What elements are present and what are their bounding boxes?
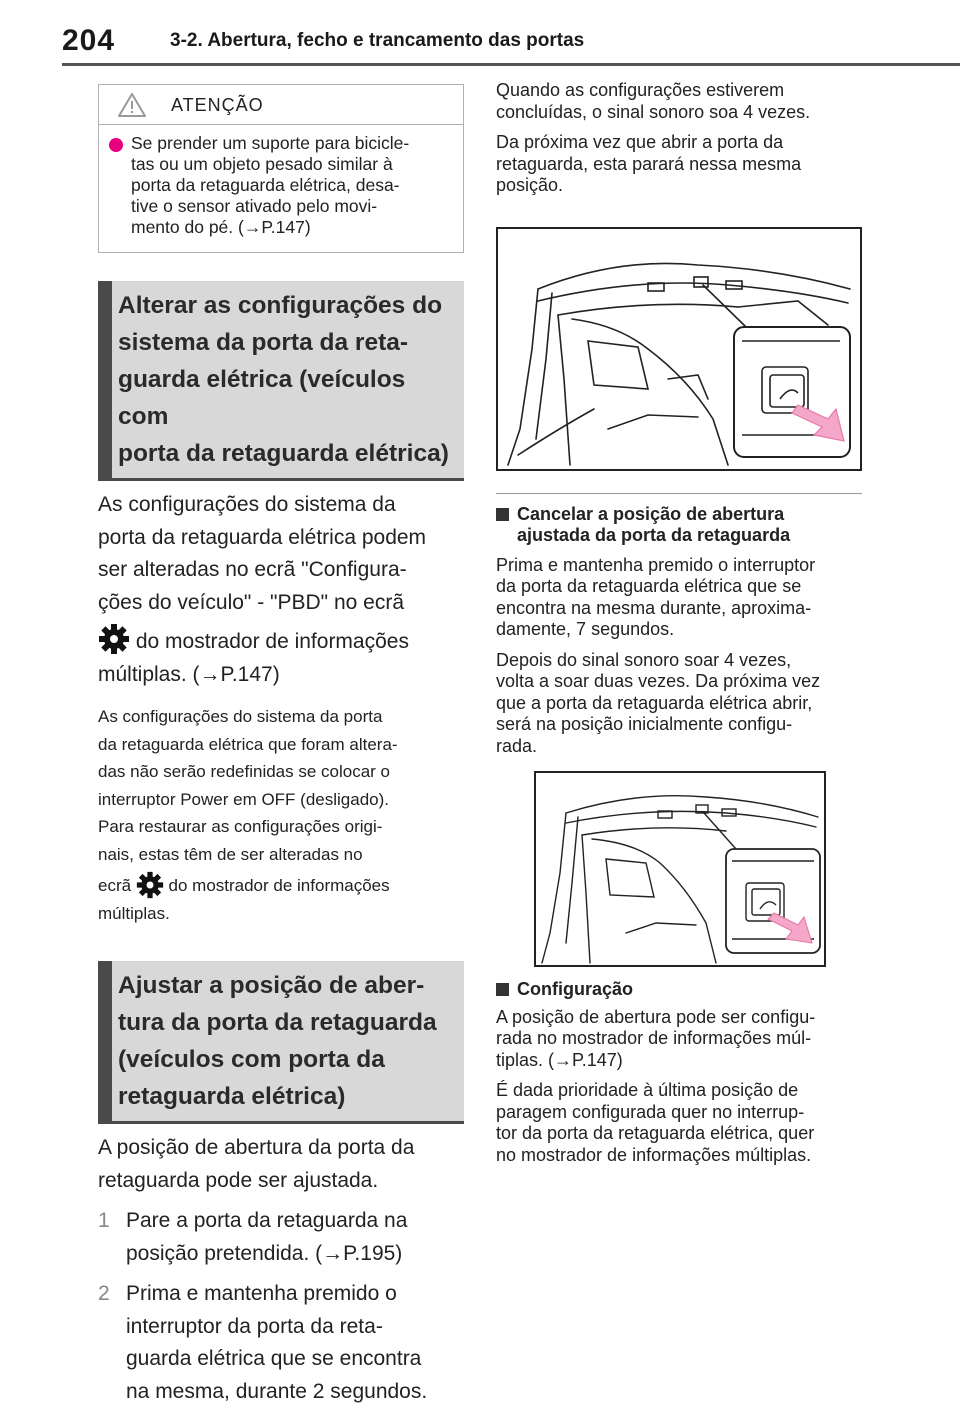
cancel-subheading: Cancelar a posição de abertura ajustada da porta da retaguarda — [496, 504, 862, 547]
warning-body — [99, 125, 463, 252]
page-number: 204 — [62, 24, 116, 57]
config-paragraph-1: A posição de abertura pode ser configu- rada no mostrador de informações múl- tiplas. (→P.147) — [496, 1006, 816, 1070]
warning-title: ATENÇÃO — [171, 95, 264, 115]
warning-triangle-icon — [117, 92, 147, 118]
bullet-icon — [109, 138, 123, 152]
settings-paragraph: As configurações do sistema da porta da retaguarda elétrica podem ser alteradas no ecrã "Configura- ções do veículo" - "PBD" no ecrã do mostrador de informações múltiplas. (→P.147) — [98, 493, 427, 686]
warning-box — [98, 84, 464, 253]
warning-text: Se prender um suporte para bicicle- tas ou um objeto pesado similar à porta da retaguarda elétrica, desa- tive o sensor ativado pelo movi- mento do pé. (→P.147) — [131, 133, 410, 237]
left-column — [98, 84, 464, 1408]
next-open-paragraph: Da próxima vez que abrir a porta da retaguarda, esta parará nessa mesma posição. — [496, 132, 802, 195]
warning-header — [99, 85, 463, 125]
tailgate-illustration — [496, 227, 862, 471]
header-rule — [62, 63, 960, 66]
step-2: 2 Prima e mantenha premido o interruptor da porta da reta- guarda elétrica que se encontra na mesma, durante 2 segundos. — [98, 1282, 428, 1403]
config-paragraph-2: É dada prioridade à última posição de paragem configurada quer no interrup- tor da porta da retaguarda elétrica, quer no mostrador de informações múltiplas. — [496, 1080, 815, 1165]
gear-icon — [98, 623, 130, 655]
adjust-paragraph: A posição de abertura da porta da retaguarda pode ser ajustada. — [98, 1136, 415, 1192]
divider — [496, 493, 862, 494]
tailgate-illustration-2 — [534, 771, 826, 967]
step-1: 1 Pare a porta da retaguarda na posição pretendida. (→P.195) — [98, 1209, 408, 1265]
square-bullet-icon — [496, 508, 509, 521]
gear-icon — [136, 871, 164, 899]
tailgate-switch-diagram-2 — [536, 773, 824, 965]
section-heading-adjust-position: Ajustar a posição de aber- tura da porta da retaguarda (veículos com porta da retaguarda elétrica) — [98, 961, 464, 1124]
settings-note: As configurações do sistema da porta da retaguarda elétrica que foram altera- das não serão redefinidas se colocar o interruptor Power em OFF (desligado). Para restaurar as configurações origi- nais, estas têm de ser alteradas no ecrã do mostrador de informações múltiplas. — [98, 707, 398, 923]
tailgate-switch-diagram — [498, 229, 860, 469]
completion-paragraph: Quando as configurações estiverem concluídas, o sinal sonoro soa 4 vezes. — [496, 80, 811, 122]
section-title: 3-2. Abertura, fecho e trancamento das portas — [170, 30, 585, 51]
right-column — [496, 80, 862, 1166]
cancel-paragraph-1: Prima e mantenha premido o interruptor da porta da retaguarda elétrica que se encontra na mesma durante, aproxima- damente, 7 segundos. — [496, 554, 816, 639]
config-subheading: Configuração — [496, 979, 862, 1001]
section-heading-change-settings: Alterar as configurações do sistema da porta da reta- guarda elétrica (veículos com porta da retaguarda elétrica) — [98, 281, 464, 481]
square-bullet-icon — [496, 983, 509, 996]
cancel-paragraph-2: Depois do sinal sonoro soar 4 vezes, volta a soar duas vezes. Da próxima vez que a porta da retaguarda elétrica abrir, será na posição inicialmente configu- rada. — [496, 649, 821, 756]
page-header — [0, 0, 960, 66]
